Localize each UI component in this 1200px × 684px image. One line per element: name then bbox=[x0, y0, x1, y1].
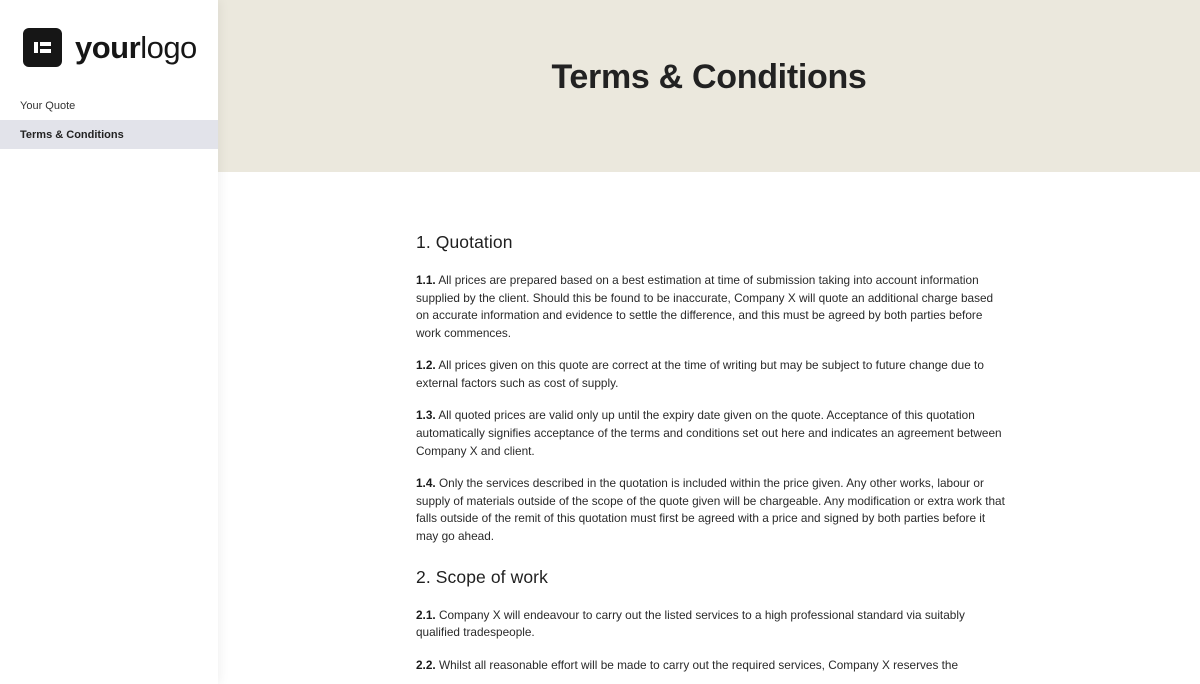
sidebar-nav bbox=[0, 91, 218, 149]
logo[interactable] bbox=[23, 28, 197, 67]
page-title: Terms & Conditions bbox=[551, 57, 867, 96]
logo-text: yourlogo bbox=[75, 30, 197, 65]
page-header bbox=[218, 0, 1200, 172]
clause-1-3: 1.3. All quoted prices are valid only up until the expiry date given on the quote. Acceptance of this quotation automatically signifies acceptance of the terms and conditions set out here and indicates an agreement between Company X and client. bbox=[416, 408, 1002, 458]
section-title-scope-of-work: 2. Scope of work bbox=[416, 566, 548, 587]
clause-2-2: 2.2. Whilst all reasonable effort will be made to carry out the required services, Company X reserves the bbox=[416, 657, 959, 672]
sidebar-item-your-quote[interactable]: Your Quote bbox=[20, 99, 76, 112]
clause-1-4: 1.4. Only the services described in the quotation is included within the price given. Any other works, labour or supply of materials outside of the scope of the quote given will be chargeable. Any modification or extra work that falls outside of the remit of this quotation must first be agreed with a price and signed by both parties before it may go ahead. bbox=[416, 475, 1005, 543]
sidebar bbox=[0, 0, 218, 684]
logo-mark-icon bbox=[23, 28, 62, 67]
clause-2-1: 2.1. Company X will endeavour to carry out the listed services to a high professional standard via suitably qualified tradespeople. bbox=[416, 607, 965, 640]
clause-1-1: 1.1. All prices are prepared based on a best estimation at time of submission taking into account information supplied by the client. Should this be found to be inaccurate, Company X will quote an additional charge based on accurate information and evidence to settle the difference, and this must be agreed by both parties before work commences. bbox=[416, 273, 994, 341]
clause-1-2: 1.2. All prices given on this quote are correct at the time of writing but may be subject to future change due to external factors such as cost of supply. bbox=[416, 358, 984, 391]
sidebar-item-terms-conditions[interactable]: Terms & Conditions bbox=[0, 120, 218, 149]
terms-content bbox=[416, 232, 1008, 684]
section-title-quotation: 1. Quotation bbox=[416, 232, 513, 252]
